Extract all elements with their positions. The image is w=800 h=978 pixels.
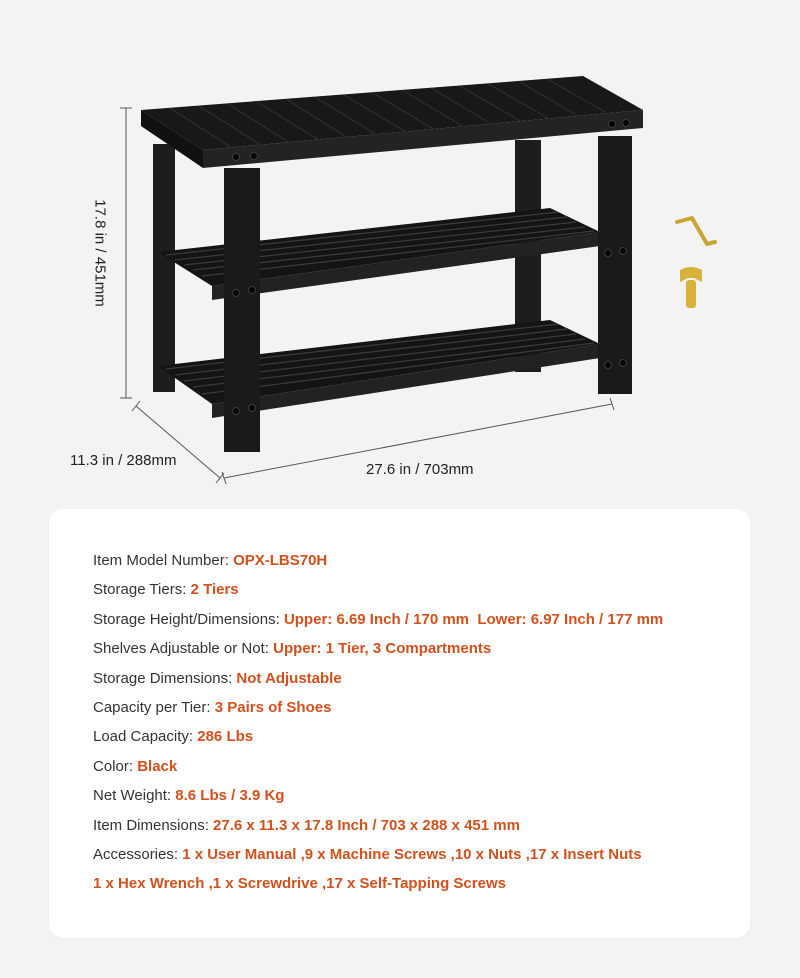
spec-row-model [93, 552, 730, 581]
spec-value: Upper: 6.69 Inch / 170 mm [283, 610, 470, 628]
back-left-leg [153, 144, 175, 392]
spec-label: Storage Dimensions: [93, 669, 233, 687]
spec-row-accessories-continued [93, 875, 730, 904]
spec-row-adjustable [93, 640, 730, 669]
spec-value-secondary: Lower: 6.97 Inch / 177 mm [477, 610, 664, 628]
spec-value: 1 x User Manual ,9 x Machine Screws ,10 x Nuts ,17 x Insert Nuts [182, 845, 642, 863]
spec-list [93, 552, 730, 905]
spec-row-storage-dimensions [93, 670, 730, 699]
spec-row-tiers [93, 581, 730, 610]
width-dimension-label: 27.6 in / 703mm [366, 461, 474, 478]
spec-row-color [93, 758, 730, 787]
depth-dimension-label: 11.3 in / 288mm [70, 452, 177, 469]
spec-label: Shelves Adjustable or Not: [93, 640, 269, 658]
open-wrench-icon [680, 267, 702, 308]
spec-row-item-dimensions [93, 817, 730, 846]
spec-value: 2 Tiers [190, 581, 239, 599]
spec-value: 27.6 x 11.3 x 17.8 Inch / 703 x 288 x 451 mm [213, 816, 520, 834]
specifications-card [49, 509, 750, 938]
spec-value: Black [137, 757, 178, 775]
spec-value: 286 Lbs [197, 728, 254, 746]
spec-value: 1 x Hex Wrench ,1 x Screwdrive ,17 x Self-Tapping Screws [93, 875, 506, 893]
hex-wrench-icon [677, 218, 715, 244]
bench-seat [141, 76, 643, 168]
spec-row-height [93, 611, 730, 640]
spec-label: Storage Tiers: [93, 581, 187, 599]
spec-value: Upper: 1 Tier, 3 Compartments [273, 640, 492, 658]
spec-row-load-capacity [93, 728, 730, 757]
spec-value: OPX-LBS70H [233, 552, 328, 569]
spec-label: Item Model Number: [93, 552, 229, 569]
front-right-leg [598, 136, 632, 394]
spec-value: 8.6 Lbs / 3.9 Kg [175, 787, 285, 805]
spec-value: 3 Pairs of Shoes [214, 698, 332, 716]
spec-label: Storage Height/Dimensions: [93, 610, 280, 628]
spec-label: Color: [93, 757, 134, 775]
spec-label: Capacity per Tier: [93, 698, 211, 716]
spec-label: Item Dimensions: [93, 816, 209, 834]
spec-value: Not Adjustable [236, 669, 342, 687]
spec-label: Accessories: [93, 845, 179, 863]
spec-label: Load Capacity: [93, 728, 194, 746]
spec-row-accessories [93, 846, 730, 875]
spec-row-net-weight [93, 787, 730, 816]
spec-label: Net Weight: [93, 787, 172, 805]
height-dimension-label: 17.8 in / 451mm [91, 199, 109, 307]
spec-row-capacity-per-tier [93, 699, 730, 728]
